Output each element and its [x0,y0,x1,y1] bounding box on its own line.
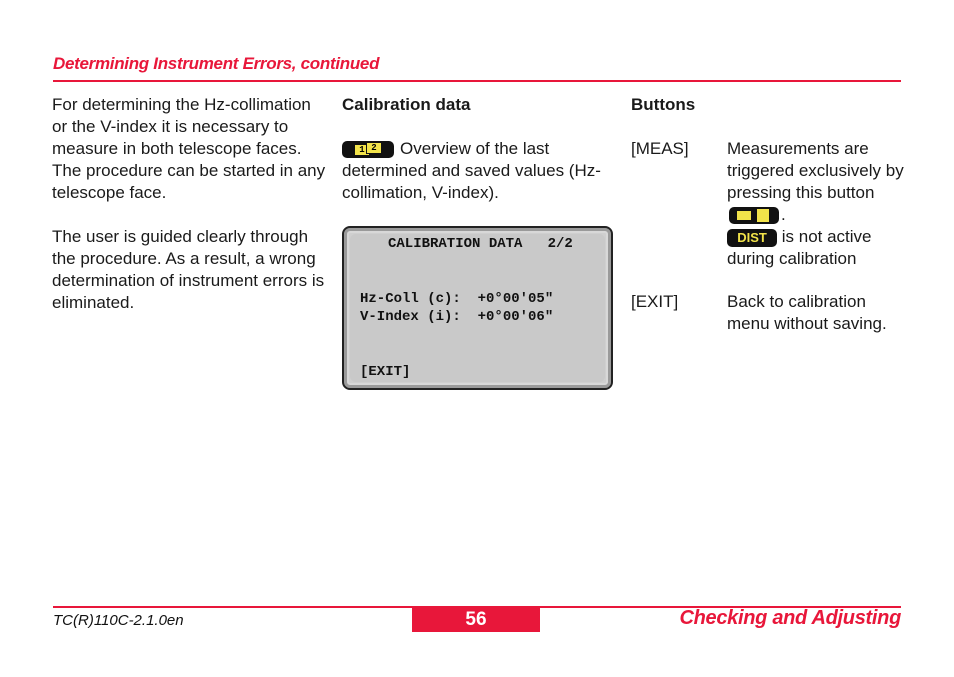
calibration-description-text: Overview of the last determined and saved values (Hz-collimation, V-index). [342,139,601,202]
envelope-icon [737,211,751,220]
section-title: Determining Instrument Errors, continued [53,54,380,73]
lcd-title-line: CALIBRATION DATA 2/2 [388,236,573,252]
document-id: TC(R)110C-2.1.0en [53,612,184,629]
key-1-label: 1 [354,144,370,156]
calibration-data-heading: Calibration data [342,95,471,114]
exit-key-description: Back to calibration menu without saving. [727,292,887,333]
lcd-hz-coll-line: Hz-Coll (c): +0°00'05" [360,291,554,307]
intro-paragraph-2: The user is guided clearly through the procedure. As a result, a wrong determination of instrument errors is eliminated. [52,227,325,312]
chapter-title: Checking and Adjusting [679,607,901,629]
meas-description-text: Measurements are triggered exclusively by pressing this button [727,139,904,202]
calibration-data-column [342,94,612,204]
buttons-heading: Buttons [631,95,696,114]
lcd-display [342,226,613,390]
dist-description-text: is not active during calibration [727,227,872,268]
page-number: 56 [412,607,540,632]
key-2-label: 2 [366,142,382,154]
measure-key-icon [729,207,779,224]
dist-key-icon: DIST [727,229,777,247]
exit-key-label: [EXIT] [631,292,679,311]
intro-paragraph-1: For determining the Hz-collimation or the V-index it is necessary to measure in both telescope faces. The procedure can be started in any telescope face. [52,95,326,202]
measure-mark-icon [757,209,769,222]
meas-description-period: . [781,205,786,224]
calibration-key-icon [342,141,394,158]
lcd-exit-softkey[interactable]: [EXIT] [360,364,411,380]
meas-key-description [727,138,905,270]
calibration-data-description [342,138,612,204]
top-divider [53,80,901,82]
lcd-v-index-line: V-Index (i): +0°00'06" [360,309,554,325]
buttons-column [631,94,904,333]
meas-key-label: [MEAS] [631,139,689,158]
lcd-screen [350,234,605,382]
intro-column [52,94,327,336]
